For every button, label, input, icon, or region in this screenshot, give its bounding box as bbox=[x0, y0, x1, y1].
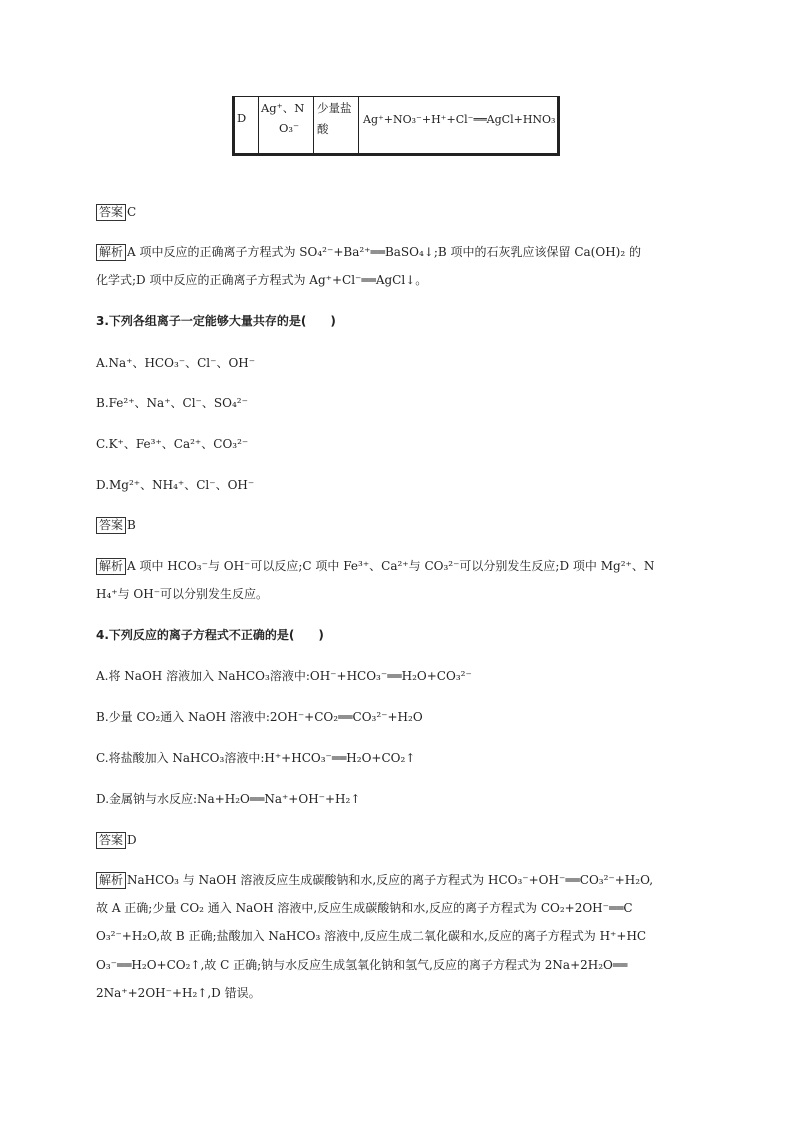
analysis-tag: 解析 bbox=[96, 244, 126, 261]
equation: Ag⁺+NO₃⁻+H⁺+Cl⁻══AgCl+HNO₃ bbox=[363, 113, 556, 126]
answer-tag: 答案 bbox=[96, 832, 126, 849]
q4-stem: 4.下列反应的离子方程式不正确的是( ) bbox=[96, 628, 324, 642]
q4-option-a: A.将 NaOH 溶液加入 NaHCO₃溶液中:OH⁻+HCO₃⁻══H₂O+CO₃²⁻ bbox=[96, 669, 472, 683]
q3-analysis-line-2: H₄⁺与 OH⁻可以分别发生反应。 bbox=[96, 587, 269, 601]
q4-option-c: C.将盐酸加入 NaHCO₃溶液中:H⁺+HCO₃⁻══H₂O+CO₂↑ bbox=[96, 751, 416, 765]
q3-option-d: D.Mg²⁺、NH₄⁺、Cl⁻、OH⁻ bbox=[96, 478, 255, 492]
table-cell-reagent bbox=[314, 97, 359, 153]
q2-answer: C bbox=[127, 205, 137, 219]
reagent-line-2: 酸 bbox=[317, 122, 329, 136]
q4-analysis-line-2: 故 A 正确;少量 CO₂ 通入 NaOH 溶液中,反应生成碳酸钠和水,反应的离子方程式为 CO₂+2OH⁻══C bbox=[96, 901, 633, 915]
q3-option-b: B.Fe²⁺、Na⁺、Cl⁻、SO₄²⁻ bbox=[96, 396, 248, 410]
q4-analysis-line-1 bbox=[96, 872, 653, 889]
q4-analysis-line-5: 2Na⁺+2OH⁻+H₂↑,D 错误。 bbox=[96, 986, 261, 1000]
q4-answer: D bbox=[127, 833, 137, 847]
ions-line-2: O₃⁻ bbox=[279, 121, 300, 135]
row-label: D bbox=[237, 111, 247, 125]
q2-analysis-line-1 bbox=[96, 244, 641, 261]
q4-answer-line bbox=[96, 832, 137, 849]
answer-tag: 答案 bbox=[96, 517, 126, 534]
q4-analysis-line-4: O₃⁻══H₂O+CO₂↑,故 C 正确;钠与水反应生成氢氧化钠和氢气,反应的离子方程式为 2Na+2H₂O══ bbox=[96, 958, 628, 972]
table-cell-ions bbox=[259, 97, 314, 153]
analysis-tag: 解析 bbox=[96, 558, 126, 575]
q3-answer-line bbox=[96, 517, 136, 534]
analysis-tag: 解析 bbox=[96, 872, 126, 889]
q2-analysis-line-2: 化学式;D 项中反应的正确离子方程式为 Ag⁺+Cl⁻══AgCl↓。 bbox=[96, 273, 428, 287]
q3-analysis-line-1 bbox=[96, 558, 654, 575]
q2-answer-line bbox=[96, 204, 136, 221]
ions-line-1: Ag⁺、N bbox=[261, 101, 305, 115]
table-cell-equation bbox=[359, 97, 560, 153]
q3-option-a: A.Na⁺、HCO₃⁻、Cl⁻、OH⁻ bbox=[96, 356, 256, 370]
option-table bbox=[232, 96, 560, 156]
q4-analysis-line-3: O₃²⁻+H₂O,故 B 正确;盐酸加入 NaHCO₃ 溶液中,反应生成二氧化碳和水,反应的离子方程式为 H⁺+HC bbox=[96, 929, 647, 943]
q3-stem: 3.下列各组离子一定能够大量共存的是( ) bbox=[96, 314, 336, 328]
table-cell-label bbox=[235, 97, 259, 153]
q3-answer: B bbox=[127, 518, 136, 532]
q4-option-b: B.少量 CO₂通入 NaOH 溶液中:2OH⁻+CO₂══CO₃²⁻+H₂O bbox=[96, 710, 423, 724]
q3-analysis-text-1: A 项中 HCO₃⁻与 OH⁻可以反应;C 项中 Fe³⁺、Ca²⁺与 CO₃²⁻可以分别发生反应;D 项中 Mg²⁺、N bbox=[127, 559, 655, 573]
q3-option-c: C.K⁺、Fe³⁺、Ca²⁺、CO₃²⁻ bbox=[96, 437, 249, 451]
q2-analysis-text-1: A 项中反应的正确离子方程式为 SO₄²⁻+Ba²⁺══BaSO₄↓;B 项中的石灰乳应该保留 Ca(OH)₂ 的 bbox=[127, 245, 641, 259]
q4-analysis-text-1: NaHCO₃ 与 NaOH 溶液反应生成碳酸钠和水,反应的离子方程式为 HCO₃⁻+OH⁻══CO₃²⁻+H₂O, bbox=[127, 873, 654, 887]
q4-option-d: D.金属钠与水反应:Na+H₂O══Na⁺+OH⁻+H₂↑ bbox=[96, 792, 361, 806]
reagent-line-1: 少量盐 bbox=[317, 101, 352, 115]
answer-tag: 答案 bbox=[96, 204, 126, 221]
